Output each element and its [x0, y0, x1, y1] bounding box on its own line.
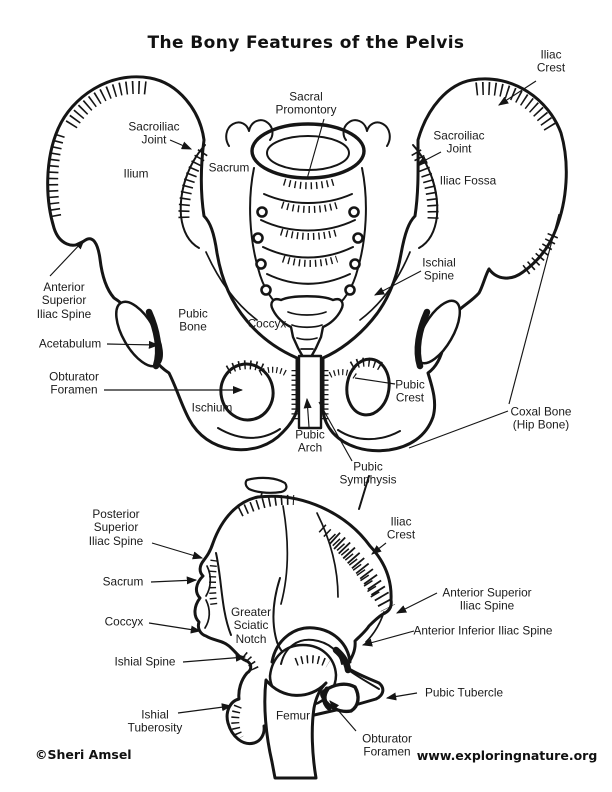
label-sacrum-front: Sacrum [208, 160, 250, 175]
label-ishial-tuberosity: Ishial Tuberosity [127, 707, 183, 735]
author-credit: ©Sheri Amsel [35, 747, 132, 762]
label-pubic-symphysis: Pubic Symphysis [339, 459, 397, 487]
label-ilium: Ilium [123, 166, 149, 181]
label-ischium: Ischium [191, 400, 233, 415]
label-iliac-crest-lateral: Iliac Crest [386, 514, 416, 542]
label-anterior-superior-iliac-spine-front: Anterior Superior Iliac Spine [36, 280, 92, 321]
label-coxal-bone: Coxal Bone (Hip Bone) [510, 404, 572, 432]
label-obturator-foramen-lateral: Obturator Foramen [362, 731, 412, 759]
leader-pubic-tubercle [387, 693, 417, 698]
leader-posterior-superior-iliac-spine [152, 543, 202, 558]
label-ishial-spine-lateral: Ishial Spine [114, 654, 176, 669]
crest-tab [246, 478, 287, 493]
label-iliac-crest-front: Iliac Crest [536, 47, 566, 75]
label-acetabulum: Acetabulum [38, 336, 102, 351]
label-pubic-bone: Pubic Bone [178, 306, 208, 334]
sacral-ridge-2 [261, 220, 355, 231]
label-coccyx-lateral: Coccyx [104, 614, 144, 629]
label-anterior-inferior-iliac-spine: Anterior Inferior Iliac Spine [413, 623, 553, 638]
page-title: The Bony Features of the Pelvis [147, 33, 465, 53]
leader-ishial-spine-lateral [183, 657, 245, 662]
label-obturator-foramen-front: Obturator Foramen [49, 369, 99, 397]
label-ischial-spine: Ischial Spine [422, 255, 456, 283]
sacral-ridge-1 [264, 194, 352, 203]
label-pubic-tubercle: Pubic Tubercle [424, 685, 504, 700]
label-sacroiliac-joint-right: Sacroiliac Joint [433, 128, 485, 156]
label-sacrum-lateral: Sacrum [102, 574, 144, 589]
website-url: www.exploringnature.org [416, 748, 598, 763]
leader-anterior-superior-iliac-spine-lateral [397, 593, 437, 613]
label-iliac-fossa: Iliac Fossa [439, 173, 497, 188]
leader-sacrum-lateral [151, 580, 196, 582]
label-sacral-promontory: Sacral Promontory [275, 89, 337, 117]
label-pubic-crest: Pubic Crest [395, 377, 425, 405]
leader-coccyx-lateral [149, 623, 200, 631]
label-femur: Femur [275, 708, 311, 723]
label-sacroiliac-joint-left: Sacroiliac Joint [128, 119, 180, 147]
label-coccyx-front: Coccyx [247, 316, 287, 331]
sacral-ridge-4 [267, 274, 350, 284]
label-pubic-arch: Pubic Arch [295, 427, 325, 455]
sacral-ridge-3 [263, 247, 353, 258]
pelvis-front-view-drawing [48, 77, 567, 451]
label-anterior-superior-iliac-spine-lateral: Anterior Superior Iliac Spine [442, 585, 532, 613]
pubic-symphysis-bar [299, 356, 321, 428]
leader-ishial-tuberosity [178, 706, 231, 713]
femur-shaft [265, 680, 326, 778]
label-greater-sciatic-notch: Greater Sciatic Notch [231, 605, 271, 646]
label-posterior-superior-iliac-spine: Posterior Superior Iliac Spine [88, 507, 144, 548]
